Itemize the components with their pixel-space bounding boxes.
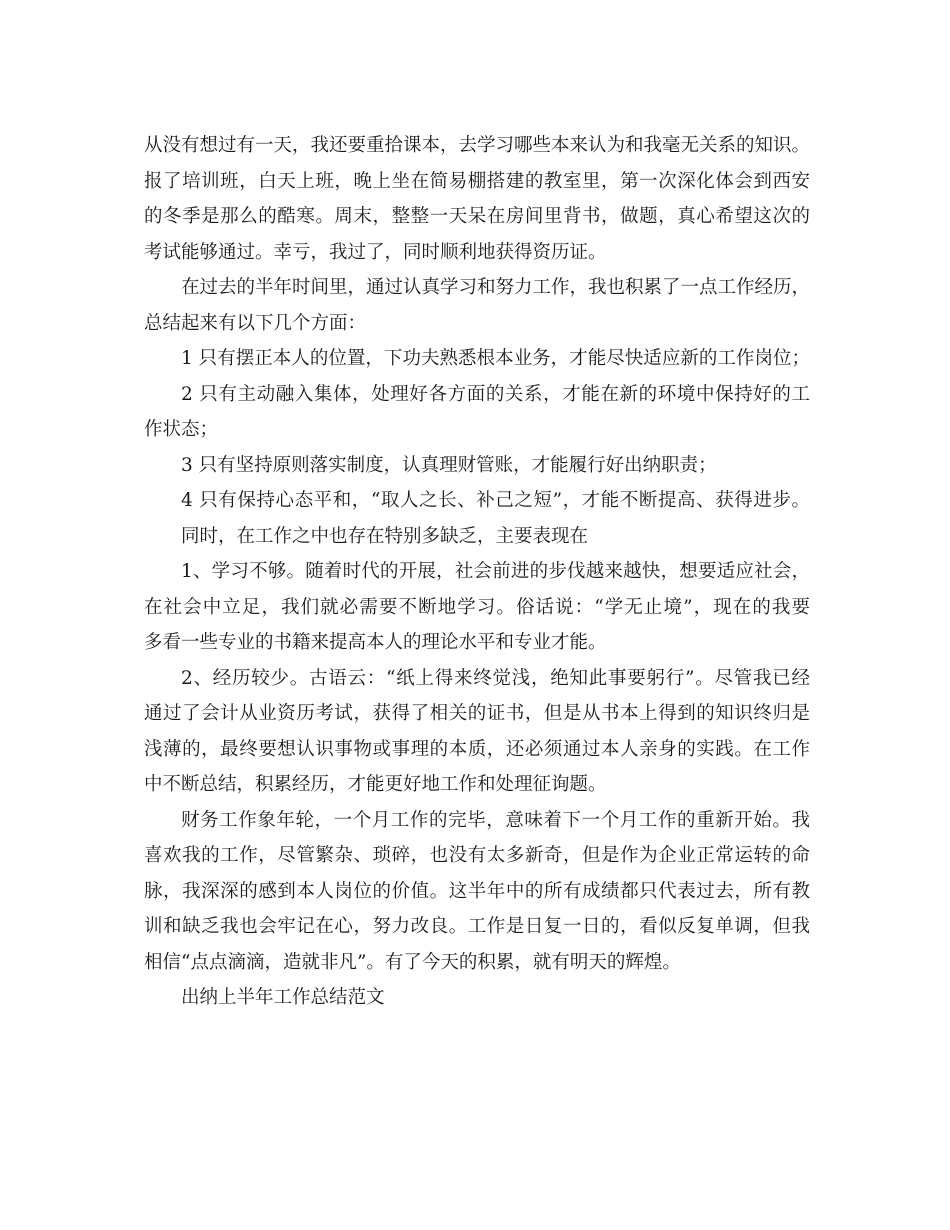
text-line: 脉，我深深的感到本人岗位的价值。这半年中的所有成绩都只代表过去，所有教 bbox=[144, 880, 810, 902]
text-line: 的冬季是那么的酷寒。周末，整整一天呆在房间里背书，做题，真心希望这次的 bbox=[144, 206, 810, 227]
text-line: 2 只有主动融入集体，处理好各方面的关系，才能在新的环境中保持好的工 bbox=[181, 383, 810, 405]
text-line: 训和缺乏我也会牢记在心，努力改良。工作是日复一日的，看似反复单调，但我 bbox=[144, 916, 810, 937]
text-line: 3 只有坚持原则落实制度，认真理财管账，才能履行好出纳职责； bbox=[181, 454, 717, 476]
text-line: 多看一些专业的书籍来提高本人的理论水平和专业才能。 bbox=[144, 632, 607, 653]
text-line: 相信“点点滴滴，造就非凡”。有了今天的积累，就有明天的辉煌。 bbox=[144, 951, 681, 973]
text-line: 2、经历较少。古语云：“纸上得来终觉浅，绝知此事要躬行”。尽管我已经 bbox=[181, 667, 810, 689]
text-line: 1、学习不够。随着时代的开展，社会前进的步伐越来越快，想要适应社会， bbox=[181, 561, 810, 582]
text-line: 同时，在工作之中也存在特别多缺乏，主要表现在 bbox=[181, 525, 589, 547]
document-body bbox=[144, 128, 810, 1016]
text-line: 在过去的半年时间里，通过认真学习和努力工作，我也积累了一点工作经历， bbox=[181, 277, 811, 298]
text-line: 考试能够通过。幸亏，我过了，同时顺利地获得资历证。 bbox=[144, 241, 607, 263]
text-line: 作状态； bbox=[144, 419, 219, 440]
text-line: 总结起来有以下几个方面： bbox=[144, 312, 367, 334]
text-line: 从没有想过有一天，我还要重拾课本，去学习哪些本来认为和我毫无关系的知识。 bbox=[144, 135, 811, 156]
text-line: 通过了会计从业资历考试，获得了相关的证书，但是从书本上得到的知识终归是 bbox=[144, 703, 810, 724]
text-line: 4 只有保持心态平和，“取人之长、补己之短”，才能不断提高、获得进步。 bbox=[181, 490, 810, 511]
text-line: 喜欢我的工作，尽管繁杂、琐碎，也没有太多新奇，但是作为企业正常运转的命 bbox=[144, 845, 810, 866]
text-line: 中不断总结，积累经历，才能更好地工作和处理征询题。 bbox=[144, 774, 607, 795]
text-line: 财务工作象年轮，一个月工作的完毕，意味着下一个月工作的重新开始。我 bbox=[181, 809, 810, 831]
text-line: 1 只有摆正本人的位置，下功夫熟悉根本业务，才能尽快适应新的工作岗位； bbox=[181, 348, 810, 369]
text-line: 浅薄的，最终要想认识事物或事理的本质，还必须通过本人亲身的实践。在工作 bbox=[144, 738, 810, 760]
text-line: 在社会中立足，我们就必需要不断地学习。俗话说：“学无止境”，现在的我要 bbox=[144, 596, 810, 618]
text-line: 报了培训班，白天上班，晚上坐在简易棚搭建的教室里，第一次深化体会到西安 bbox=[144, 170, 810, 192]
text-line: 出纳上半年工作总结范文 bbox=[181, 987, 385, 1008]
